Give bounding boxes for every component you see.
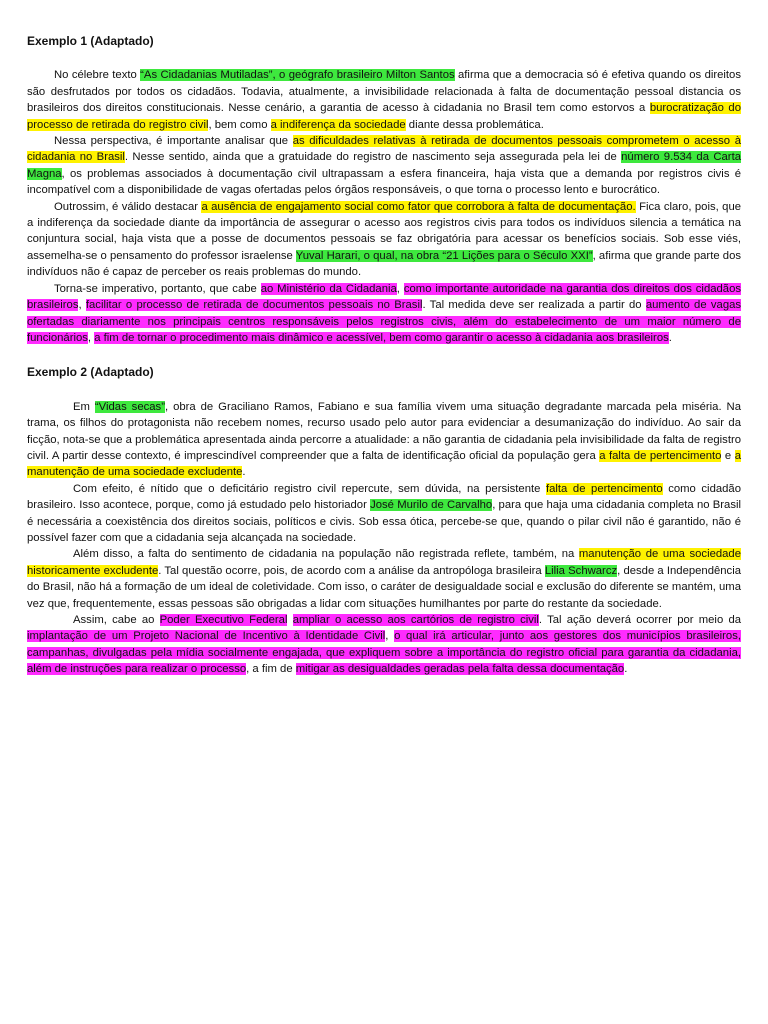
yellow-highlight-text: a indiferença da sociedade [270,118,406,131]
body-text: Além disso, a falta do sentimento de cidadania na população não registrada reflete, também, na [73,548,579,561]
body-text: , obra de Graciliano Ramos, Fabiano e sua família vivem uma situação degradante marcada pela miséria. Na trama, os filhos do protagonista não recebem nomes, recurso usado pelo autor para evidenciar a desumanização do indivíduo. Ao sair da ficção, nota-se que a problemática apresentada ainda percorre a atualidade: a não garantia de cidadania pela invisibilidade da falta de registro civil. A partir desse contexto, é imprescindível compreender que a falta de identificação oficial da população gera [27,400,741,462]
magenta-highlight-text: ampliar o acesso aos cartórios de registro civil [292,614,539,626]
essay-paragraph [27,481,741,547]
body-text: , [396,282,404,295]
body-text: Com efeito, é nítido que o deficitário registro civil repercute, sem dúvida, na persistente [73,482,546,495]
body-text: afirma que a democracia só é efetiva quando os direitos são desfrutados por todos os cidadãos. Todavia, atualmente, a invisibilidade relacionada à falta de documentação pessoal distancia os brasileiros dos direitos constitucionais. Nesse cenário, a garantia de acesso à cidadania no Brasil tem como estorvos a [27,69,741,115]
body-text: Em [73,400,95,413]
body-text: . Tal medida deve ser realizada a partir do [422,299,646,312]
body-text: . Nesse sentido, ainda que a gratuidade do registro de nascimento seja assegurada pela lei de [124,151,622,164]
essay-paragraph [27,281,741,347]
body-text: . [624,663,628,676]
example-1-essay [27,67,741,346]
body-text: e [721,449,735,462]
body-text: , para que haja uma cidadania completa no Brasil é necessária a coexistência dos direitos sociais, políticos e civis. Sob essa ótica, percebe-se que, quando o pilar civil não é garantido, não é possível fazer com que a cidadania seja alcançada na sociedade. [27,499,741,544]
yellow-highlight-text: burocratização do processo de retirada do registro civil [27,102,741,131]
body-text: . [668,331,672,344]
magenta-highlight-text: Poder Executivo Federal [159,614,288,626]
essay-paragraph [27,612,741,678]
body-text: , [87,331,95,344]
body-text: , afirma que grande parte dos indivíduos não é capaz de perceber os reais problemas do mundo. [27,249,741,279]
body-text: , [78,299,86,312]
green-highlight-text: Yuval Harari, o qual, na obra “21 Lições para o Século XXI” [295,249,593,262]
yellow-highlight-text: a falta de pertencimento [599,449,722,462]
body-text [287,614,292,626]
green-highlight-text: “Vidas secas” [94,400,165,413]
yellow-highlight-text: manutenção de uma sociedade historicamente excludente [27,548,741,577]
essay-paragraph [27,133,741,199]
body-text: , a fim de [246,663,296,676]
body-text: Assim, cabe ao [73,614,160,626]
yellow-highlight-text: falta de pertencimento [545,482,663,495]
example-1-heading: Exemplo 1 (Adaptado) [27,34,154,48]
green-highlight-text: José Murilo de Carvalho [370,499,493,512]
document-page [27,33,741,678]
essay-paragraph [27,399,741,481]
magenta-highlight-text: como importante autoridade na garantia dos direitos dos cidadãos brasileiros [27,282,742,312]
magenta-highlight-text: implantação de um Projeto Nacional de Incentivo à Identidade Civil [27,630,386,643]
body-text: , bem como [208,118,271,131]
green-highlight-text: “As Cidadanias Mutiladas”, o geógrafo brasileiro Milton Santos [140,69,455,82]
yellow-highlight-text: a manutenção de uma sociedade excludente [27,449,741,479]
body-text: . [242,466,246,479]
body-text: como cidadão brasileiro. Isso acontece, porque, como já estudado pelo historiador [27,482,741,512]
body-text: diante dessa problemática. [405,118,544,131]
body-text: Fica claro, pois, que a indiferença da sociedade diante da importância de assegurar o acesso aos registros civis para todos os indivíduos silencia a temática na conjuntura social, haja vista que a posse de documentos pessoais se faz obrigatória para acessar os benefícios sociais. Sob esse viés, assemelha-se o pensamento do professor israelense [27,200,742,262]
body-text: , desde a Independência do Brasil, não há a formação de um ideal de coletividade. Com isso, o caráter de desigualdade social e exclusão do diferente se mantém, uma vez que, frequentemente, essas pessoas são obrigadas a lidar com situações humilhantes por parte do restante da sociedade. [27,564,741,610]
essay-paragraph [27,199,741,281]
body-text: . Tal questão ocorre, pois, de acordo com a análise da antropóloga brasileira [158,564,545,577]
magenta-highlight-text: aumento de vagas ofertadas diariamente nos principais centros responsáveis pelos registros civis, além do estabelecimento de um maior número de funcionários [27,299,742,344]
green-highlight-text: número 9.534 da Carta Magna [27,151,741,180]
yellow-highlight-text: as dificuldades relativas à retirada de documentos pessoais comprometem o acesso à cidadania no Brasil [27,135,741,164]
green-highlight-text: Lilia Schwarcz [544,564,618,577]
example-2-heading: Exemplo 2 (Adaptado) [27,365,154,380]
magenta-highlight-text: o qual irá articular, junto aos gestores dos municípios brasileiros, campanhas, divulgadas pela mídia socialmente engajada, que expliquem sobre a importância do registro oficial para garantia da cidadania, além de instruções para realizar o processo [27,630,741,676]
essay-paragraph [27,546,741,612]
body-text: , os problemas associados à documentação civil ultrapassam a esfera financeira, haja vista que a demanda por registros civis é incompatível com a disponibilidade de vagas ofertadas pelos órgãos responsáveis, o que torna o processo lento e burocrático. [27,167,741,197]
body-text: Torna-se imperativo, portanto, que cabe [54,282,261,295]
body-text: Nessa perspectiva, é importante analisar que [54,135,293,148]
magenta-highlight-text: a fim de tornar o procedimento mais dinâmico e acessível, bem como garantir o acesso à cidadania aos brasileiros [94,331,669,344]
magenta-highlight-text: ao Ministério da Cidadania [260,282,397,295]
body-text: . Tal ação deverá ocorrer por meio da [538,614,742,626]
body-text: , [385,630,395,643]
essay-paragraph [27,67,741,133]
yellow-highlight-text: a ausência de engajamento social como fator que corrobora à falta de documentação. [201,200,636,213]
body-text: No célebre texto [54,69,141,82]
example-2-essay [27,399,741,678]
magenta-highlight-text: mitigar as desigualdades geradas pela falta dessa documentação [295,663,625,676]
body-text: Outrossim, é válido destacar [54,200,202,213]
magenta-highlight-text: facilitar o processo de retirada de documentos pessoais no Brasil [85,299,423,312]
